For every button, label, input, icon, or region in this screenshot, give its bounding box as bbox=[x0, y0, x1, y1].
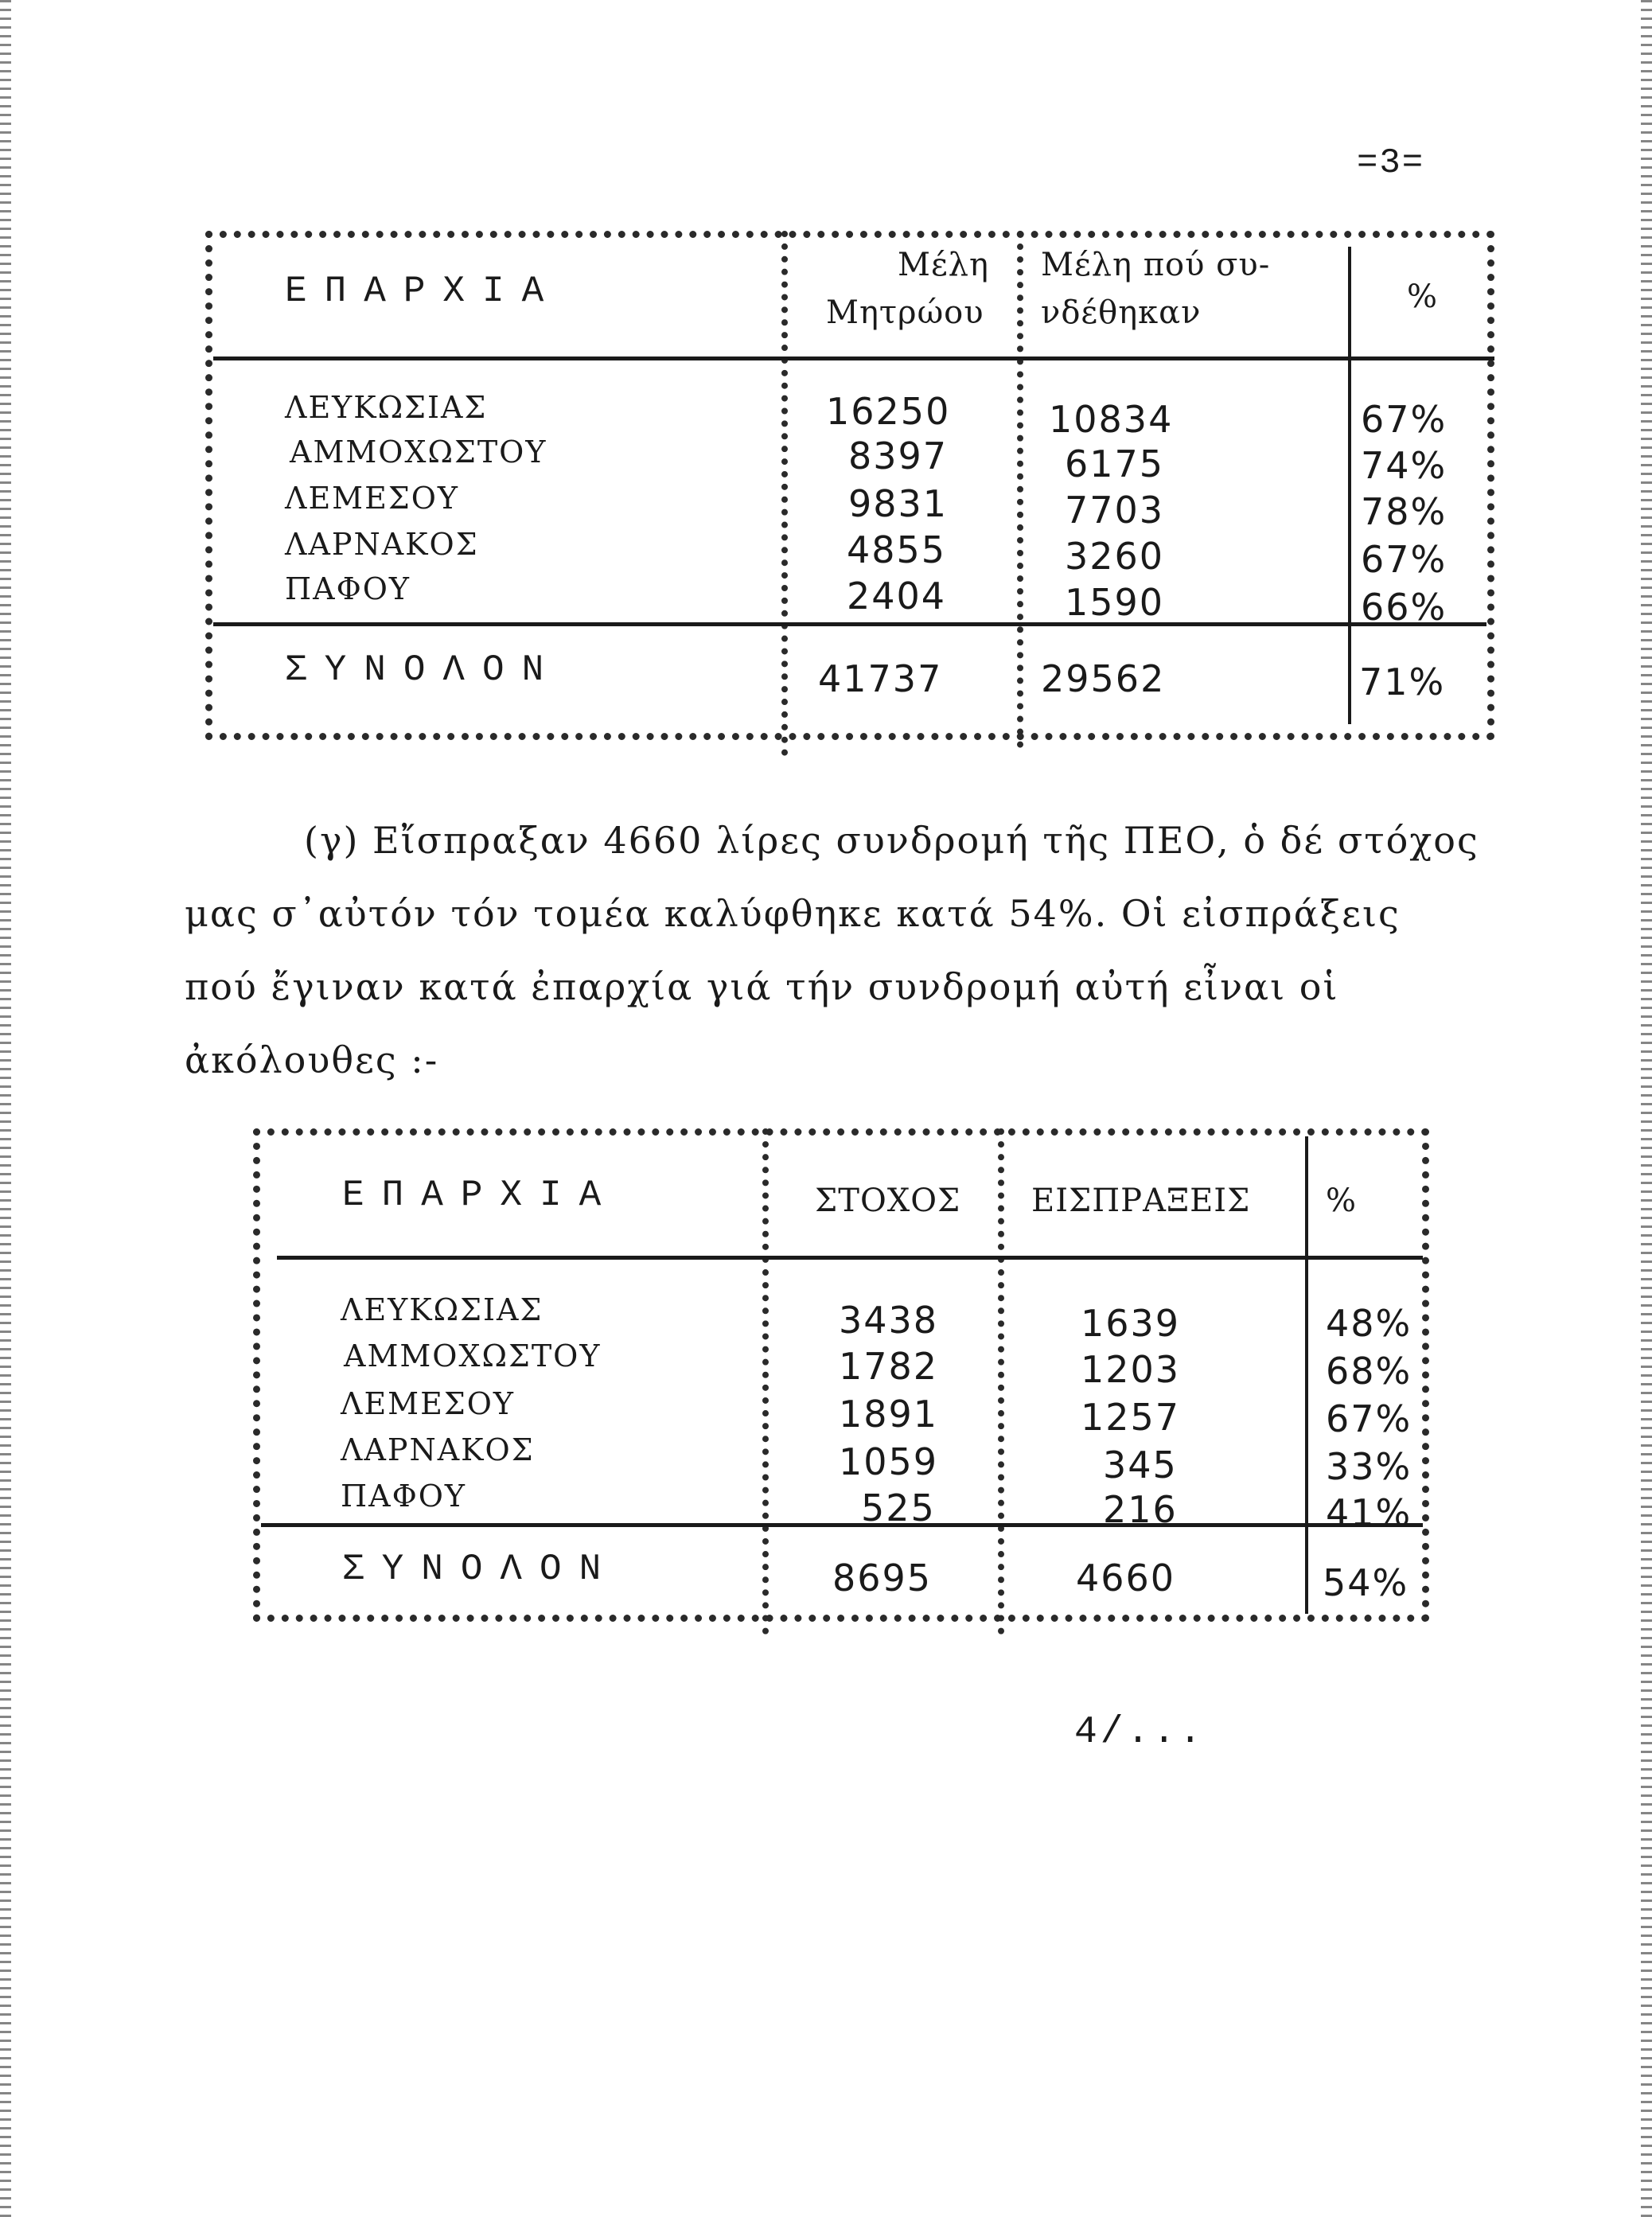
header-connected-line1: Μέλη πού συ- bbox=[1041, 247, 1271, 283]
total-rule bbox=[261, 1523, 1423, 1527]
total-percent: 71% bbox=[1359, 660, 1446, 703]
table-row-collections: 216 bbox=[1103, 1488, 1178, 1531]
column-divider bbox=[781, 231, 788, 756]
column-divider bbox=[1305, 1136, 1308, 1614]
header-rule bbox=[277, 1256, 1423, 1260]
table-row-district: ΛΑΡΝΑΚΟΣ bbox=[285, 527, 479, 562]
table-row-target: 3438 bbox=[839, 1299, 939, 1342]
column-divider bbox=[1348, 247, 1351, 724]
table-row-collections: 345 bbox=[1103, 1444, 1178, 1486]
table-row-connected: 6175 bbox=[1065, 442, 1165, 485]
table-row-collections: 1257 bbox=[1081, 1396, 1181, 1439]
total-target: 8695 bbox=[832, 1557, 933, 1599]
total-rule bbox=[213, 622, 1486, 626]
paragraph-line: μας σ᾽αὐτόν τόν τομέα καλύφθηκε κατά 54%. Οἱ εἰσπράξεις bbox=[185, 892, 1401, 935]
table-row-connected: 1590 bbox=[1065, 581, 1165, 624]
header-percent: % bbox=[1407, 279, 1439, 315]
total-collections: 4660 bbox=[1076, 1557, 1176, 1599]
table-row-district: ΠΑΦΟΥ bbox=[341, 1479, 466, 1514]
header-registered-line1: Μέλη bbox=[898, 247, 989, 283]
paragraph-line: ἀκόλουθες :- bbox=[185, 1038, 439, 1081]
table-row-district: ΠΑΦΟΥ bbox=[285, 571, 411, 606]
table-row-registered: 4855 bbox=[847, 528, 947, 571]
table-row-district: ΑΜΜΟΧΩΣΤΟΥ bbox=[290, 434, 547, 470]
total-label: ΣΥΝΟΛΟΝ bbox=[285, 649, 562, 691]
table-row-target: 1782 bbox=[839, 1345, 939, 1388]
table-row-district: ΑΜΜΟΧΩΣΤΟΥ bbox=[344, 1338, 602, 1373]
table-row-percent: 67% bbox=[1326, 1397, 1412, 1440]
members-table bbox=[205, 231, 1494, 740]
total-registered: 41737 bbox=[818, 657, 943, 700]
table-row-district: ΛΕΜΕΣΟΥ bbox=[341, 1386, 515, 1421]
table-row-percent: 33% bbox=[1326, 1445, 1412, 1488]
left-edge-speckle bbox=[0, 0, 11, 2217]
table-row-registered: 8397 bbox=[848, 434, 949, 477]
table-row-percent: 41% bbox=[1326, 1491, 1412, 1534]
body-paragraph bbox=[185, 804, 1633, 1097]
table-row-percent: 74% bbox=[1361, 444, 1447, 487]
table-row-district: ΛΑΡΝΑΚΟΣ bbox=[341, 1432, 535, 1467]
total-label: ΣΥΝΟΛΟΝ bbox=[342, 1549, 619, 1590]
header-connected-line2: νδέθηκαν bbox=[1041, 294, 1202, 331]
table-row-registered: 16250 bbox=[826, 390, 951, 433]
table-row-target: 525 bbox=[861, 1486, 936, 1529]
table-row-collections: 1203 bbox=[1081, 1348, 1181, 1391]
header-district: ΕΠΑΡΧΙΑ bbox=[342, 1175, 619, 1216]
table-row-percent: 78% bbox=[1361, 490, 1447, 533]
table-row-registered: 9831 bbox=[848, 482, 949, 525]
header-rule bbox=[213, 357, 1494, 360]
total-percent: 54% bbox=[1323, 1561, 1409, 1604]
header-district: ΕΠΑΡΧΙΑ bbox=[285, 271, 562, 312]
table-row-district: ΛΕΥΚΩΣΙΑΣ bbox=[341, 1292, 544, 1327]
table-row-percent: 48% bbox=[1326, 1302, 1412, 1345]
header-target: ΣΤΟΧΟΣ bbox=[815, 1183, 961, 1219]
column-divider bbox=[1017, 231, 1023, 748]
right-edge-speckle bbox=[1641, 0, 1652, 2217]
table-row-target: 1891 bbox=[839, 1393, 939, 1436]
subscriptions-table bbox=[253, 1128, 1429, 1622]
table-row-connected: 3260 bbox=[1065, 535, 1165, 578]
column-divider bbox=[998, 1128, 1004, 1635]
column-divider bbox=[762, 1128, 769, 1635]
table-row-percent: 67% bbox=[1361, 538, 1447, 581]
table-row-percent: 68% bbox=[1326, 1350, 1412, 1393]
continued-marker: 4/... bbox=[1074, 1711, 1206, 1754]
paragraph-line: (γ) Εἴσπραξαν 4660 λίρες συνδρομή τῆς ΠΕΟ, ὁ δέ στόχος bbox=[304, 819, 1479, 862]
total-connected: 29562 bbox=[1041, 657, 1166, 700]
header-registered-line2: Μητρώου bbox=[826, 294, 984, 331]
header-percent: % bbox=[1326, 1183, 1358, 1219]
table-row-connected: 10834 bbox=[1049, 398, 1174, 441]
table-row-registered: 2404 bbox=[847, 575, 947, 618]
table-row-target: 1059 bbox=[839, 1440, 939, 1483]
header-collections: ΕΙΣΠΡΑΞΕΙΣ bbox=[1031, 1183, 1251, 1219]
paragraph-line: πού ἔγιναν κατά ἐπαρχία γιά τήν συνδρομή αὐτή εἶναι οἱ bbox=[185, 965, 1339, 1008]
table-row-percent: 67% bbox=[1361, 398, 1447, 441]
page-number: =3= bbox=[1357, 143, 1425, 183]
table-row-district: ΛΕΥΚΩΣΙΑΣ bbox=[285, 390, 488, 425]
table-row-percent: 66% bbox=[1361, 586, 1447, 629]
table-row-district: ΛΕΜΕΣΟΥ bbox=[285, 481, 459, 516]
table-row-collections: 1639 bbox=[1081, 1302, 1181, 1345]
table-row-connected: 7703 bbox=[1065, 489, 1165, 532]
